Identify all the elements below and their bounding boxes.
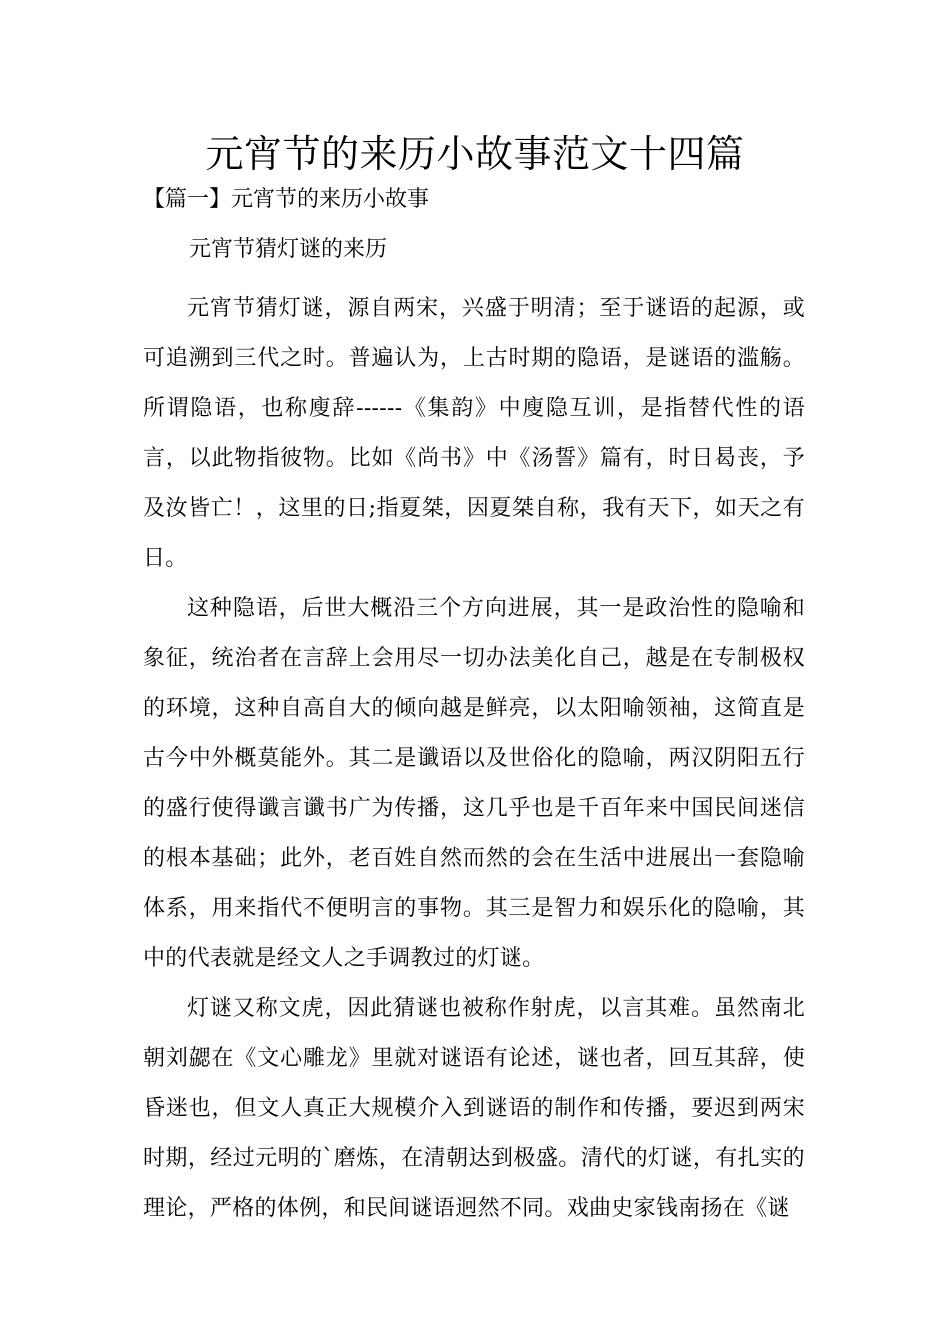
paragraph-1: 元宵节猜灯谜，源自两宋，兴盛于明清；至于谜语的起源，或可追溯到三代之时。普遍认为，上古时期的隐语，是谜语的滥觞。所谓隐语，也称廋辞------《集韵》中廋隐互训，是指替代性的语言，以此物指彼物。比如《尚书》中《汤誓》篇有，时日曷丧，予及汝皆亡！，这里的日;指夏桀，因夏桀自称，我有天下，如天之有日。 <box>143 296 806 571</box>
document-title: 元宵节的来历小故事范文十四篇 <box>205 132 745 176</box>
paragraph-3: 灯谜又称文虎，因此猜谜也被称作射虎，以言其难。虽然南北朝刘勰在《文心雕龙》里就对谜语有论述，谜也者，回互其辞，使昏迷也，但文人真正大规模介入到谜语的制作和传播，要迟到两宋时期，经过元明的`磨炼，在清朝达到极盛。清代的灯谜，有扎实的理论，严格的体例，和民间谜语迥然不同。戏曲史家钱南扬在《谜 <box>143 996 805 1221</box>
body-text <box>143 284 805 1234</box>
subheading: 元宵节猜灯谜的来历 <box>189 237 388 262</box>
section-heading: 【篇一】元宵节的来历小故事 <box>143 187 430 212</box>
paragraph-2: 这种隐语，后世大概沿三个方向进展，其一是政治性的隐喻和象征，统治者在言辞上会用尽一切办法美化自己，越是在专制极权的环境，这种自高自大的倾向越是鲜亮，以太阳喻领袖，这简直是古今中外概莫能外。其二是谶语以及世俗化的隐喻，两汉阴阳五行的盛行使得谶言谶书广为传播，这几乎也是千百年来中国民间迷信的根本基础；此外，老百姓自然而然的会在生活中进展出一套隐喻体系，用来指代不便明言的事物。其三是智力和娱乐化的隐喻，其中的代表就是经文人之手调教过的灯谜。 <box>143 596 805 971</box>
